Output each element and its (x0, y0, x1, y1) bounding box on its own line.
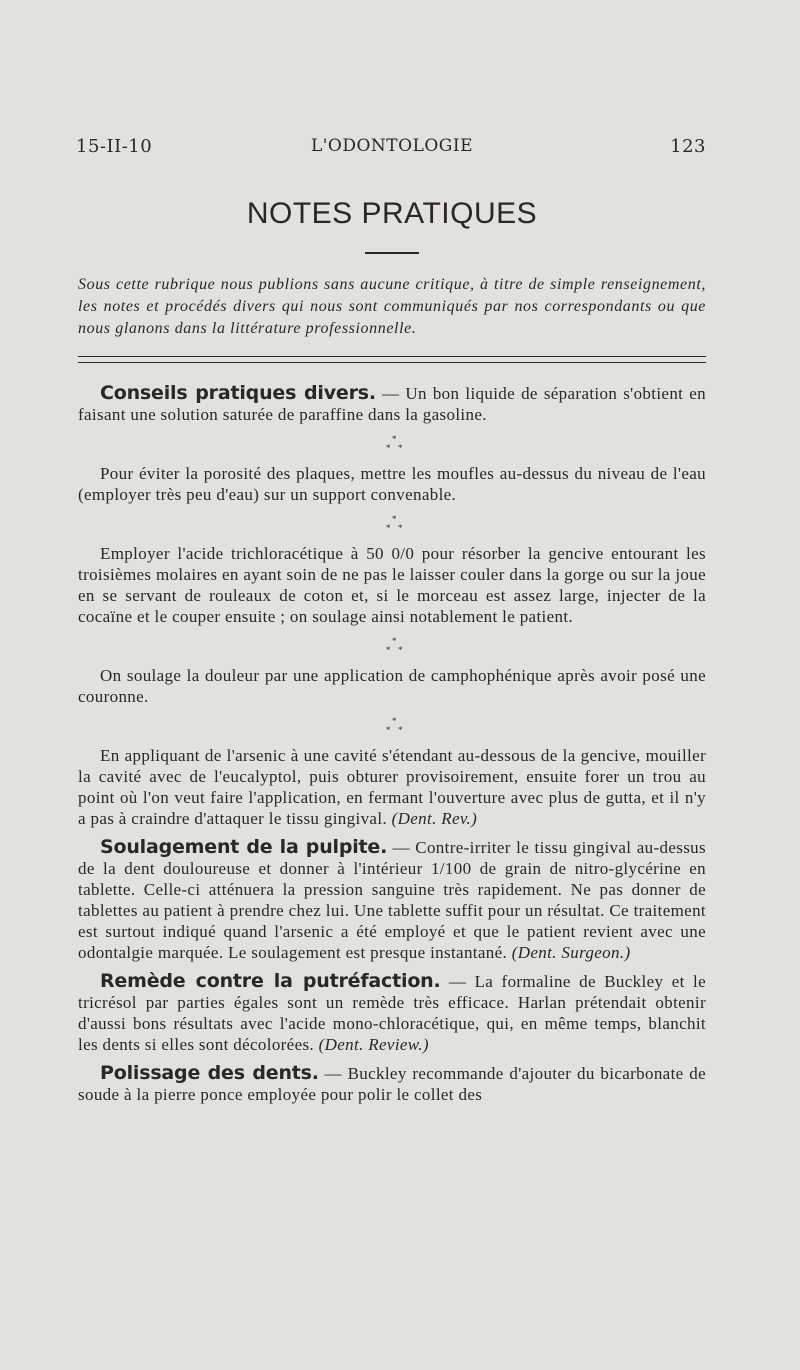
heading-polissage: Polissage des dents. (100, 1062, 319, 1085)
paragraph-acide: Employer l'acide trichloracétique à 50 0/0 pour résorber la gencive entourant les troisièmes molaires en ayant soin de ne pas le laisser couler dans la gorge ou sur la joue en se servant de rouleaux de coton et, si le morceau est assez large, injecter de la cocaïne et le couper ensuite ; on soulage ainsi notablement le patient. (78, 544, 706, 627)
text-putrefaction: — La formaline de Buckley et le tricrésol par parties égales sont un remède très efficace. Harlan prétendait obtenir d'aussi bons résultats avec l'acide mono-chloracétique, qui, en même temps, blanchit les dents si elles sont décolorées. (78, 972, 706, 1055)
citation-dent-rev: (Dent. Rev.) (391, 809, 478, 829)
asterisk-glyph: * (386, 523, 391, 534)
paragraph-douleur: On soulage la douleur par une application de camphophénique après avoir posé une couronne. (78, 666, 706, 707)
asterisk-glyph: * (398, 523, 403, 534)
asterisk-glyph: * (392, 514, 397, 525)
text-arsenic: En appliquant de l'arsenic à une cavité s'étendant au-dessous de la gencive, mouiller la cavité avec de l'eucalyptol, puis obturer provisoirement, ensuite forer un trou au point où l'on veut faire l'application, en fermant l'ouverture avec plus de gutta, et il n'y a pas à craindre d'attaquer le tissu gingival. (78, 746, 706, 829)
paragraph-porosite: Pour éviter la porosité des plaques, mettre les moufles au-dessus du niveau de l'eau (employer très peu d'eau) sur un support convenable. (78, 464, 706, 505)
asterism-divider (78, 431, 706, 459)
title-underline (365, 252, 419, 254)
text-pulpite: — Contre-irriter le tissu gingival au-dessus de la dent douloureuse et donner à l'intérieur 1/100 de grain de nitro-glycérine en tablette. Celle-ci atténuera la pression sanguine très rapidement. Ne pas donner de tablettes au patient à prendre chez lui. Une tablette suffit pour un résultat. Ce traitement est surtout indiqué quand l'arsenic a été employé et que le patient revient avec une odontalgie marquée. Le soulagement est presque instantané. (78, 838, 706, 963)
page-number: 123 (670, 136, 706, 157)
asterisk-glyph: * (386, 725, 391, 736)
section-title: NOTES PRATIQUES (246, 197, 538, 230)
running-header (78, 132, 706, 162)
paragraph-conseils (78, 383, 706, 425)
asterism-divider (78, 511, 706, 539)
asterism-divider (78, 713, 706, 741)
heading-pulpite: Soulagement de la pulpite. (100, 836, 388, 859)
asterisk-glyph: * (398, 725, 403, 736)
asterisk-glyph: * (392, 636, 397, 647)
asterisk-glyph: * (392, 434, 397, 445)
journal-title: L'ODONTOLOGIE (310, 136, 474, 156)
paragraph-putrefaction (78, 971, 706, 1055)
text-conseils-1: — Un bon liquide de séparation s'obtient en faisant une solution saturée de paraffine dans la gasoline. (78, 384, 707, 425)
asterism-divider (78, 633, 706, 661)
heading-putrefaction: Remède contre la putréfaction. (100, 970, 441, 993)
double-rule-divider (78, 356, 706, 363)
intro-paragraph: Sous cette rubrique nous publions sans aucune critique, à titre de simple renseignement, les notes et procédés divers qui nous sont communiqués par nos correspondants ou que nous glanons dans la littérature professionnelle. (78, 276, 706, 338)
citation-dent-review: (Dent. Review.) (318, 1035, 429, 1055)
article-body (78, 383, 706, 1105)
asterisk-glyph: * (398, 443, 403, 454)
issue-date: 15-II-10 (76, 136, 153, 157)
asterisk-glyph: * (386, 443, 391, 454)
citation-dent-surgeon: (Dent. Surgeon.) (511, 943, 631, 963)
paragraph-pulpite (78, 837, 706, 963)
paragraph-polissage (78, 1063, 706, 1105)
book-page (78, 132, 706, 1105)
asterisk-glyph: * (386, 645, 391, 656)
asterisk-glyph: * (392, 716, 397, 727)
asterisk-glyph: * (398, 645, 403, 656)
text-polissage: — Buckley recommande d'ajouter du bicarbonate de soude à la pierre ponce employée pour polir le collet des (78, 1064, 706, 1105)
paragraph-arsenic (78, 745, 706, 829)
heading-conseils: Conseils pratiques divers. (100, 382, 376, 405)
